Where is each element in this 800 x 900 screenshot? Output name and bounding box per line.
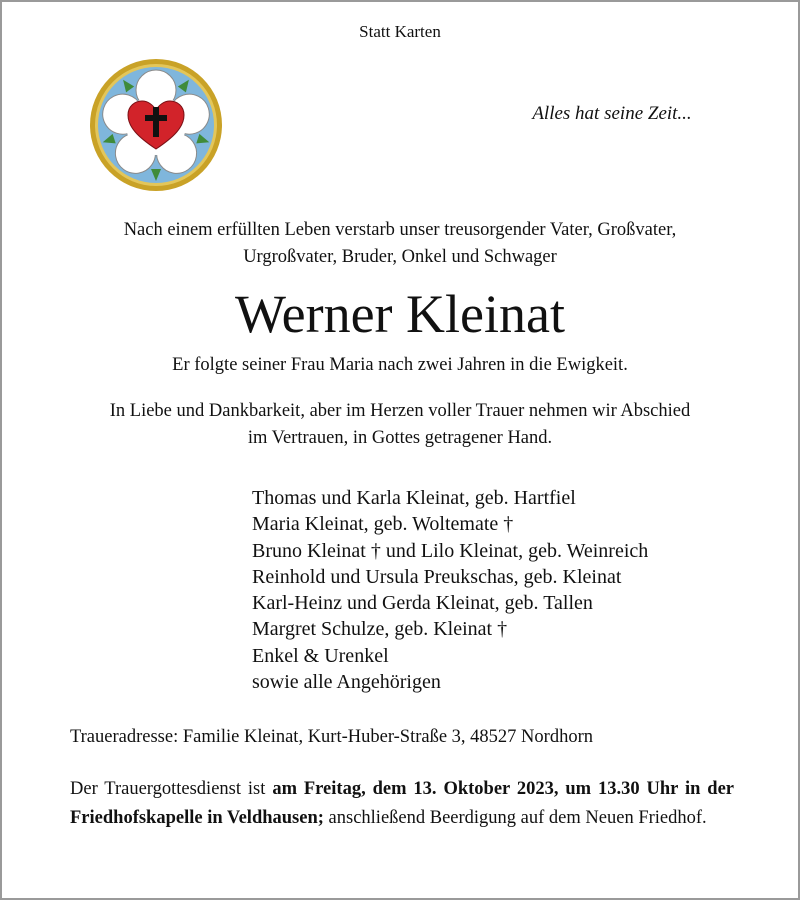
luther-rose-icon xyxy=(88,57,224,193)
mourner-item: Reinhold und Ursula Preukschas, geb. Kleinat xyxy=(252,565,622,588)
header-statt-karten: Statt Karten xyxy=(359,22,441,41)
mourners-list xyxy=(252,485,772,695)
mourner-item: Bruno Kleinat † und Lilo Kleinat, geb. Weinreich xyxy=(252,539,649,562)
service-date-location: am Freitag, dem 13. Oktober 2023, um 13.30 Uhr in der Friedhofskapelle in Veldhausen; xyxy=(70,779,735,828)
mourning-address: Traueradresse: Familie Kleinat, Kurt-Huber-Straße 3, 48527 Nordhorn xyxy=(70,727,593,747)
mourner-item: Margret Schulze, geb. Kleinat † xyxy=(252,618,508,641)
farewell-line: im Vertrauen, in Gottes getragener Hand. xyxy=(247,428,553,448)
intro-line: Nach einem erfüllten Leben verstarb unser treusorgender Vater, Großvater, xyxy=(123,220,677,240)
mourner-item: sowie alle Angehörigen xyxy=(252,671,441,694)
farewell-line: In Liebe und Dankbarkeit, aber im Herzen voller Trauer nehmen wir Abschied xyxy=(109,401,691,421)
intro-text xyxy=(62,217,738,271)
mourner-item: Maria Kleinat, geb. Woltemate † xyxy=(252,513,514,536)
mourner-item: Karl-Heinz und Gerda Kleinat, geb. Tallen xyxy=(252,592,593,615)
mourner-item: Thomas und Karla Kleinat, geb. Hartfiel xyxy=(252,487,576,509)
mourner-item: Enkel & Urenkel xyxy=(252,644,389,667)
service-prefix: Der Trauergottesdienst ist xyxy=(70,779,273,799)
farewell-text xyxy=(52,398,748,452)
service-suffix: anschließend Beerdigung auf dem Neuen Friedhof. xyxy=(323,808,707,828)
deceased-name: Werner Kleinat xyxy=(235,284,565,344)
service-details xyxy=(70,775,734,833)
intro-line: Urgroßvater, Bruder, Onkel und Schwager xyxy=(243,247,557,267)
followed-text: Er folgte seiner Frau Maria nach zwei Jahren in die Ewigkeit. xyxy=(172,355,628,375)
motto-text: Alles hat seine Zeit... xyxy=(532,103,692,124)
